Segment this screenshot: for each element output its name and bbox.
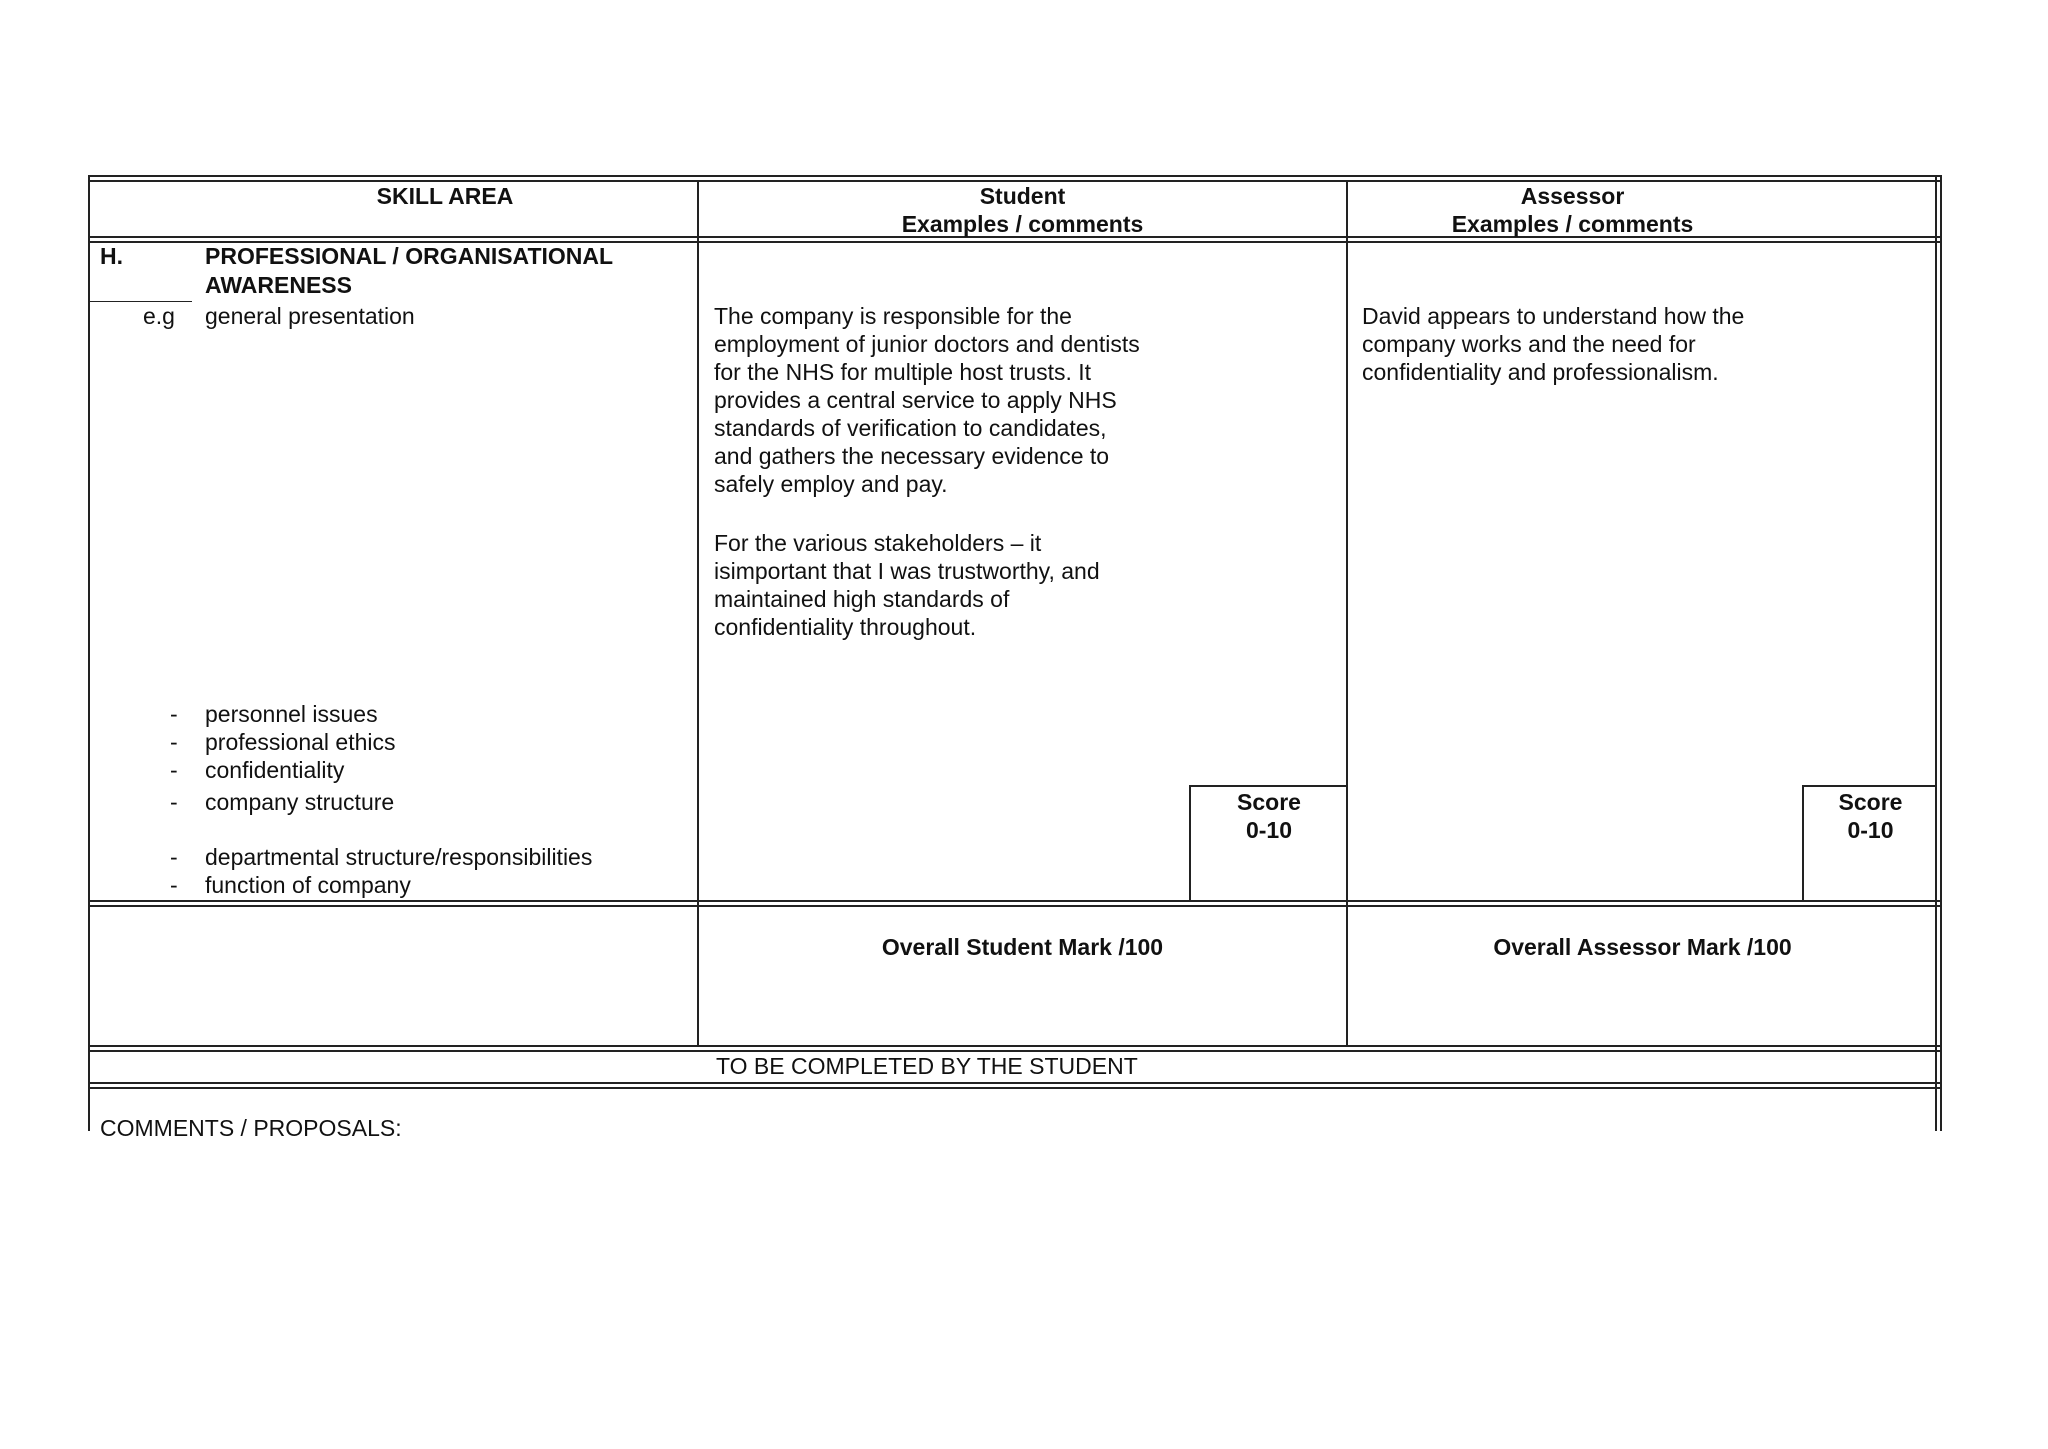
assessor-score-box[interactable]: [1804, 788, 1937, 844]
overall-assessor-mark[interactable]: Overall Assessor Mark /100: [1493, 934, 1792, 960]
text-line: confidentiality and professionalism.: [1362, 359, 1719, 385]
bullet-marker: -: [170, 789, 178, 815]
student-comment-paragraph-2: [714, 529, 1100, 641]
list-item: departmental structure/responsibilities: [205, 844, 593, 870]
bullet-marker: -: [170, 701, 178, 727]
section-title: [205, 242, 613, 300]
text-line: company works and the need for: [1362, 331, 1696, 357]
assessor-score-range: 0-10: [1847, 817, 1894, 843]
assessor-header-title: Assessor: [1520, 183, 1625, 209]
assessor-score-label: Score: [1838, 789, 1903, 815]
student-header-title: Student: [979, 183, 1066, 209]
text-line: and gathers the necessary evidence to: [714, 443, 1110, 469]
list-item: confidentiality: [205, 757, 345, 783]
student-comment-paragraph-1: [714, 302, 1140, 498]
student-score-box[interactable]: [1191, 788, 1347, 844]
assessor-header: [1350, 182, 1795, 238]
eg-item: general presentation: [205, 303, 415, 329]
section-title-line-2: AWARENESS: [205, 272, 352, 298]
text-line: isimportant that I was trustworthy, and: [714, 558, 1100, 584]
text-line: David appears to understand how the: [1362, 303, 1745, 329]
text-line: safely employ and pay.: [714, 471, 948, 497]
overall-student-mark[interactable]: Overall Student Mark /100: [881, 934, 1164, 960]
student-score-label: Score: [1237, 789, 1301, 815]
text-line: confidentiality throughout.: [714, 614, 977, 640]
list-item: personnel issues: [205, 701, 378, 727]
bullet-marker: -: [170, 844, 178, 870]
assessor-comment-paragraph-1: [1362, 302, 1744, 386]
list-item: company structure: [205, 789, 395, 815]
text-line: provides a central service to apply NHS: [714, 387, 1117, 413]
eg-label: e.g: [143, 303, 175, 329]
text-line: for the NHS for multiple host trusts. It: [714, 359, 1092, 385]
bullet-marker: -: [170, 757, 178, 783]
text-line: maintained high standards of: [714, 586, 1010, 612]
comments-proposals-label: COMMENTS / PROPOSALS:: [100, 1115, 402, 1141]
text-line: For the various stakeholders – it: [714, 530, 1042, 556]
bullet-marker: -: [170, 729, 178, 755]
section-title-line-1: PROFESSIONAL / ORGANISATIONAL: [205, 243, 614, 269]
text-line: standards of verification to candidates,: [714, 415, 1107, 441]
text-line: The company is responsible for the: [714, 303, 1072, 329]
skill-area-header: SKILL AREA: [376, 183, 514, 209]
student-header-subtitle: Examples / comments: [901, 211, 1144, 237]
bullet-marker: -: [170, 872, 178, 898]
assessor-header-subtitle: Examples / comments: [1451, 211, 1694, 237]
text-line: employment of junior doctors and dentists: [714, 331, 1140, 357]
student-score-range: 0-10: [1245, 817, 1293, 843]
student-completion-banner: TO BE COMPLETED BY THE STUDENT: [716, 1053, 1138, 1079]
section-letter: H.: [100, 243, 123, 269]
student-header: [700, 182, 1345, 238]
list-item: function of company: [205, 872, 411, 898]
list-item: professional ethics: [205, 729, 396, 755]
